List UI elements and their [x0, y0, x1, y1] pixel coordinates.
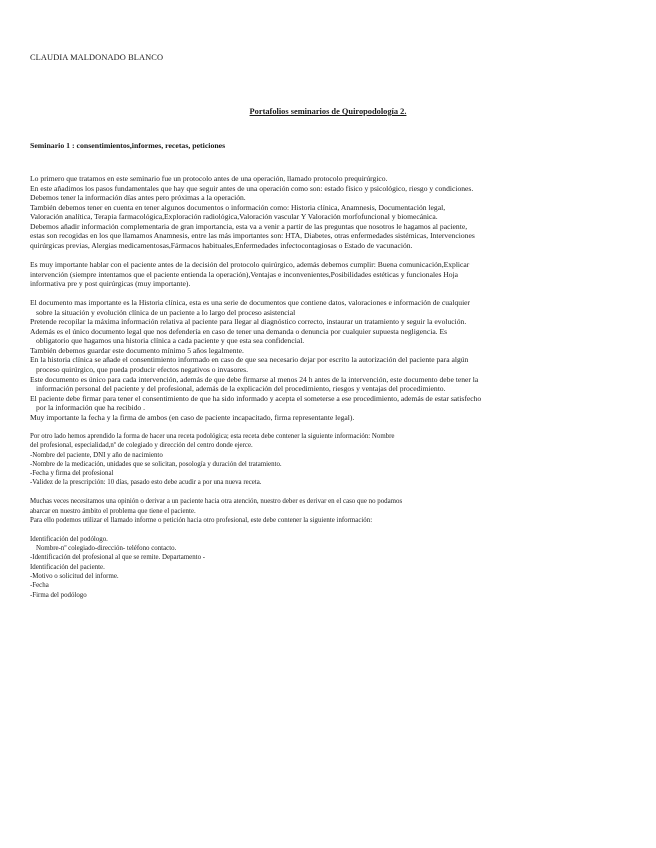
body-line: -Fecha [30, 582, 49, 590]
body-line: obligatorio que hagamos una historia clínica a cada paciente y que esta sea confidencial. [36, 336, 305, 346]
body-line: En este añadimos los pasos fundamentales que hay que seguir antes de una operación como son: estado físico y psicológico, riesgo y condiciones. [30, 183, 474, 193]
body-line: Es muy importante hablar con el paciente antes de la decisión del protocolo quirúrgico, además debemos cumplir: Buena comunicación,Explicar [30, 259, 470, 269]
body-line: También debemos guardar este documento mínimo 5 años legalmente. [30, 345, 244, 355]
document-title: Portafolios seminarios de Quiropodología 2. [249, 107, 407, 116]
body-line: -Motivo o solicitud del informe. [30, 572, 119, 580]
body-line: Por otro lado hemos aprendido la forma de hacer una receta podológica; esta receta debe contener la siguiente información: Nombre [30, 432, 395, 440]
paragraph-gap [30, 525, 630, 535]
body-line: Pretende recopilar la máxima información relativa al paciente para llegar al diagnóstico correcto, instaurar un tratamiento y seguir la evolución. [30, 317, 467, 327]
paragraph-gap [30, 422, 630, 432]
body-line: Muy importante la fecha y la firma de ambos (en caso de paciente incapacitado, firma representante legal). [30, 412, 355, 422]
body-line: -Nombre de la medicación, unidades que se solicitan, posología y duración del tratamiento. [30, 460, 282, 468]
body-line: intervención (siempre intentamos que el paciente entienda la operación),Ventajas e inconvenientes,Posibilidades estéticas y funcionales Hoja [30, 269, 459, 279]
document-body [30, 174, 630, 600]
body-line: El paciente debe firmar para tener el consentimiento de que ha sido informado y acepta el someterse a ese procedimiento, además de estar satisfecho [30, 393, 482, 403]
body-line: Identificación del paciente. [30, 563, 105, 571]
body-line: -Identificación del profesional al que se remite. Departamento - [30, 554, 206, 562]
body-line: -Nombre del paciente, DNI y año de nacimiento [30, 451, 163, 459]
paragraph-gap [30, 250, 630, 260]
body-line: -Fecha y firma del profesional [30, 470, 114, 478]
body-line: Además es el único documento legal que nos defendería en caso de tener una demanda o denuncia por cualquier supuesta negligencia. Es [30, 326, 448, 336]
body-line: -Validez de la prescripción: 10 días, pasado esto debe acudir a por una nueva receta. [30, 479, 262, 487]
body-line: Identificación del podólogo. [30, 535, 108, 543]
body-line: por la información que ha recibido . [36, 403, 146, 413]
body-line: información personal del paciente y del profesional, además de la explicación del procedimiento, riesgos y ventajas del procedimiento. [36, 384, 446, 394]
body-line: Este documento es único para cada intervención, además de que debe firmarse al menos 24 h antes de la intervención, este documento debe tener la [30, 374, 479, 384]
body-line: Valoración analítica, Terapia farmacológica,Exploración radiológica,Valoración vascular Y Valoración morfofuncional y biomecánica. [30, 212, 438, 222]
body-line: Muchas veces necesitamos una opinión o derivar a un paciente hacia otra atención, nuestro deber es derivar en el caso que no podamos [30, 498, 403, 506]
body-line: El documento mas importante es la Historia clínica, esta es una serie de documentos que contiene datos, valoraciones e información de cualquier [30, 298, 471, 308]
body-line: -Firma del podólogo [30, 591, 87, 599]
body-line: En la historia clínica se añade el consentimiento informado en caso de que sea necesario dejar por escrito la autorización del paciente para algún [30, 355, 469, 365]
body-line: del profesional, especialidad,nº de colegiado y dirección del centro donde ejerce. [30, 442, 253, 450]
body-line: quirúrgicas previas, Alergias medicamentosas,Fármacos habituales,Enfermedades infectocontagiosas o Estado de vacunación. [30, 240, 413, 250]
body-line: También debemos tener en cuenta en tener algunos documentos o información como: Historia clínica, Anamnesis, Documentación legal, [30, 202, 446, 212]
author-name: CLAUDIA MALDONADO BLANCO [30, 53, 164, 62]
paragraph-gap [30, 289, 630, 299]
body-line: informativa pre y post quirúrgicas (muy importante). [30, 279, 191, 289]
seminar-heading: Seminario 1 : consentimientos,informes, recetas, peticiones [30, 141, 226, 150]
body-line: Nombre-nº colegiado-dirección- teléfono contacto. [36, 545, 177, 553]
body-line: proceso quirúrgico, que pueda producir efectos negativos o invasores. [36, 365, 248, 375]
body-line: Para ello podemos utilizar el llamado informe o petición hacia otro profesional, este debe contener la siguiente información: [30, 516, 373, 524]
body-line: estas son recogidas en los que llamamos Anamnesis, entre las más importantes son: HTA, Diabetes, otras enfermedades sistémicas, Intervenciones [30, 231, 475, 241]
body-line: sobre la situación y evolución clínica de un paciente a lo largo del proceso asistencial [36, 307, 296, 317]
body-line: Lo primero que tratamos en este seminario fue un protocolo antes de una operación, llamado protocolo prequirúrgico. [30, 174, 388, 183]
body-line: Debemos tener la información días antes pero próximas a la operación. [30, 193, 246, 203]
paragraph-gap [30, 488, 630, 498]
body-line: abarcar en nuestro ámbito el problema que tiene el paciente. [30, 507, 196, 515]
body-line: Debemos añadir información complementaria de gran importancia, esta va a venir a partir de las preguntas que nosotros le hagamos al paciente, [30, 221, 468, 231]
